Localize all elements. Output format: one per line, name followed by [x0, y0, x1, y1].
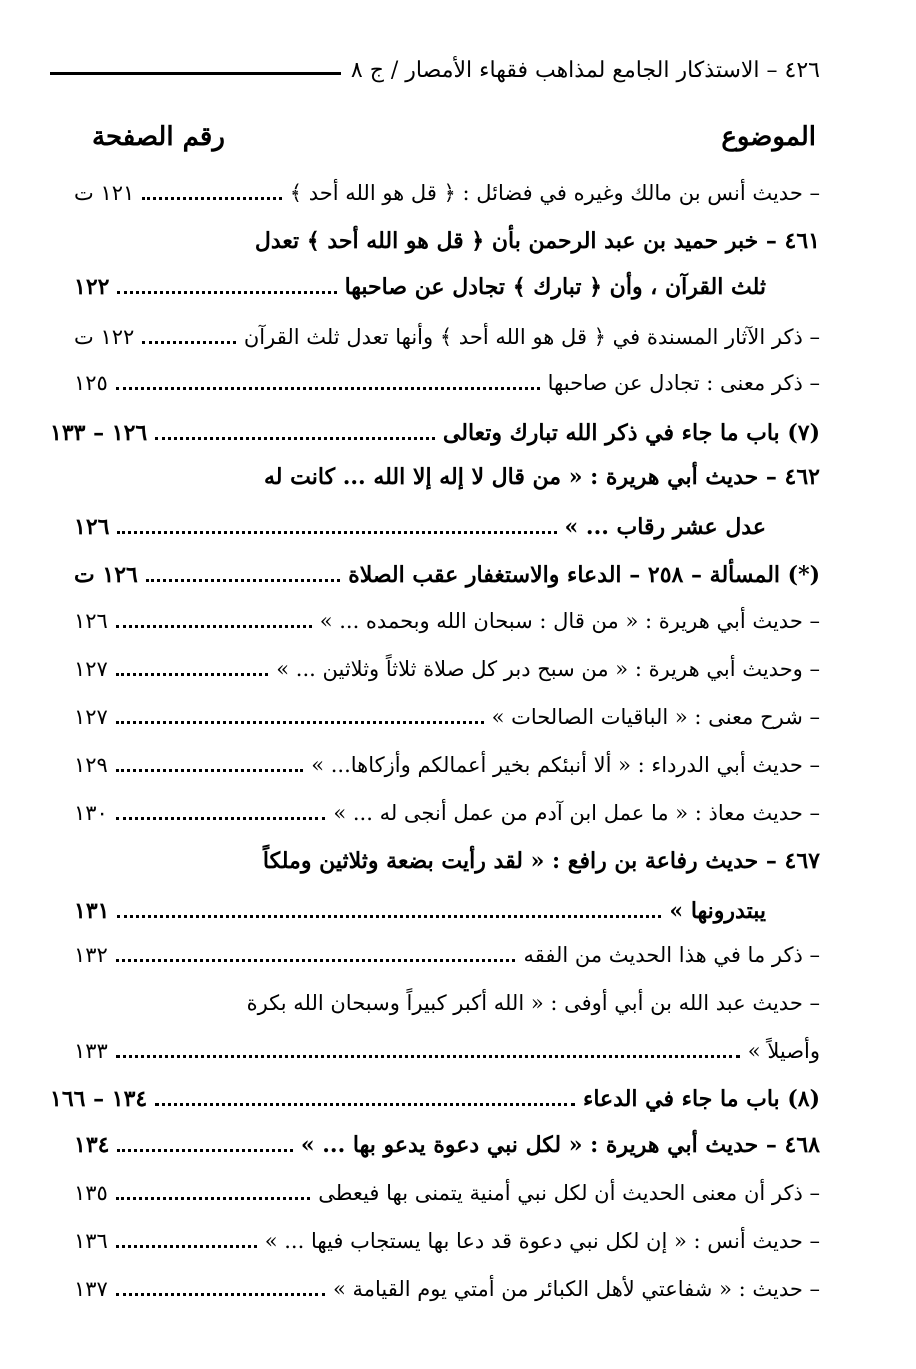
entry-text: عدل عشر رقاب ... » [564, 514, 766, 540]
entry-page: ١٢٧ [74, 657, 108, 681]
entry-page: ١٣٦ [74, 1229, 108, 1253]
toc-entry [74, 1226, 820, 1256]
entry-text: ٤٦١ – خبر حميد بن عبد الرحمن بأن ﴿ قل هو الله أحد ﴾ تعدل [254, 228, 820, 254]
leader-dots [117, 1149, 292, 1152]
running-header [50, 58, 820, 83]
leader-dots [116, 769, 303, 772]
leader-dots [142, 197, 281, 200]
entry-text: – حديث أبي الدرداء : « ألا أنبئكم بخير أعمالكم وأزكاها... » [311, 753, 820, 777]
entry-text: – حديث عبد الله بن أبي أوفى : « الله أكبر كبيراً وسبحان الله بكرة [246, 991, 820, 1015]
leader-dots [116, 1055, 740, 1058]
toc-entry [74, 896, 766, 926]
toc-chapter [50, 418, 820, 448]
entry-page: ١٢٦ [74, 514, 110, 540]
leader-dots [116, 1293, 325, 1296]
entry-text: ٤٦٢ – حديث أبي هريرة : « من قال لا إله إلا الله ... كانت له [263, 464, 820, 490]
entry-page: ١٣١ [74, 898, 110, 924]
entry-text: (*) المسألة – ٢٥٨ – الدعاء والاستغفار عقب الصلاة [348, 562, 820, 588]
toc-entry [74, 606, 820, 636]
toc-entry [74, 846, 820, 876]
entry-page: ١٢٢ [74, 274, 110, 300]
toc-entry [74, 1274, 820, 1304]
entry-page: ١٢٧ [74, 705, 108, 729]
header-title: ٤٢٦ – الاستذكار الجامع لمذاهب فقهاء الأمصار / ج ٨ [350, 58, 820, 83]
entry-page: ١٢٦ – ١٣٣ [50, 420, 148, 446]
entry-page: ١٣٢ [74, 943, 108, 967]
page-number-heading: رقم الصفحة [92, 122, 225, 152]
entry-page: ١٣٧ [74, 1277, 108, 1301]
toc-entry [74, 940, 820, 970]
header-rule [50, 72, 341, 75]
entry-page: ١٢٥ [74, 371, 108, 395]
toc-entry [74, 226, 820, 256]
toc-entry [74, 1130, 820, 1160]
toc-entry [74, 798, 820, 828]
column-headings [92, 122, 816, 152]
entry-page: ١٢٦ [74, 609, 108, 633]
toc-chapter [50, 1084, 820, 1114]
entry-text: ٤٦٧ – حديث رفاعة بن رافع : « لقد رأيت بضعة وثلاثين وملكاً [262, 848, 820, 874]
leader-dots [116, 817, 326, 820]
toc-entry [74, 702, 820, 732]
leader-dots [117, 915, 661, 918]
leader-dots [117, 531, 556, 534]
toc-entry [74, 512, 766, 542]
leader-dots [117, 291, 336, 294]
entry-text: (٧) باب ما جاء في ذكر الله تبارك وتعالى [442, 420, 820, 446]
entry-text: – حديث أنس : « إن لكل نبي دعوة قد دعا بها يستجاب فيها ... » [264, 1229, 820, 1253]
toc-entry [74, 1036, 820, 1066]
leader-dots [116, 1245, 257, 1248]
toc-entry [74, 272, 766, 302]
entry-text: (٨) باب ما جاء في الدعاء [582, 1086, 820, 1112]
toc-entry [74, 750, 820, 780]
entry-text: – ذكر معنى : تجادل عن صاحبها [547, 371, 820, 395]
entry-page: ١٣٤ [74, 1132, 110, 1158]
entry-page: ١٢٢ ت [74, 325, 135, 349]
toc-entry [74, 322, 820, 352]
topic-heading: الموضوع [721, 122, 816, 152]
entry-text: – وحديث أبي هريرة : « من سبح دبر كل صلاة ثلاثاً وثلاثين ... » [276, 657, 820, 681]
entry-page: ١٢٦ ت [74, 562, 138, 588]
leader-dots [116, 721, 484, 724]
toc-entry [74, 462, 820, 492]
entry-page: ١٣٠ [74, 801, 108, 825]
leader-dots [116, 1197, 310, 1200]
entry-text: يبتدرونها » [669, 898, 766, 924]
entry-text: ٤٦٨ – حديث أبي هريرة : « لكل نبي دعوة يدعو بها ... » [300, 1132, 820, 1158]
toc-entry [74, 368, 820, 398]
leader-dots [155, 437, 435, 440]
toc-entry [74, 988, 820, 1018]
entry-text: – ذكر ما في هذا الحديث من الفقه [523, 943, 820, 967]
entry-text: – ذكر الآثار المسندة في ﴿ قل هو الله أحد ﴾ وأنها تعدل ثلث القرآن [243, 325, 820, 349]
entry-text: – حديث معاذ : « ما عمل ابن آدم من عمل أنجى له ... » [333, 801, 820, 825]
toc-entry [74, 1178, 820, 1208]
entry-text: – حديث أبي هريرة : « من قال : سبحان الله وبحمده ... » [319, 609, 820, 633]
entry-page: ١٣٤ – ١٦٦ [50, 1086, 148, 1112]
leader-dots [142, 341, 236, 344]
leader-dots [116, 625, 312, 628]
toc-entry [74, 178, 820, 208]
entry-text: – ذكر أن معنى الحديث أن لكل نبي أمنية يتمنى بها فيعطى [318, 1181, 820, 1205]
entry-page: ١٣٣ [74, 1039, 108, 1063]
entry-text: ثلث القرآن ، وأن ﴿ تبارك ﴾ تجادل عن صاحبها [344, 274, 766, 300]
toc-entry [74, 654, 820, 684]
leader-dots [116, 387, 540, 390]
entry-text: – حديث أنس بن مالك وغيره في فضائل : ﴿ قل هو الله أحد ﴾ [289, 181, 820, 205]
entry-text: – حديث : « شفاعتي لأهل الكبائر من أمتي يوم القيامة » [332, 1277, 820, 1301]
leader-dots [146, 579, 340, 582]
entry-page: ١٣٥ [74, 1181, 108, 1205]
leader-dots [116, 673, 268, 676]
entry-page: ١٢٩ [74, 753, 108, 777]
toc-entry [74, 560, 820, 590]
entry-page: ١٢١ ت [74, 181, 135, 205]
entry-text: وأصيلاً » [747, 1039, 820, 1063]
leader-dots [155, 1103, 575, 1106]
leader-dots [116, 959, 516, 962]
entry-text: – شرح معنى : « الباقيات الصالحات » [491, 705, 820, 729]
